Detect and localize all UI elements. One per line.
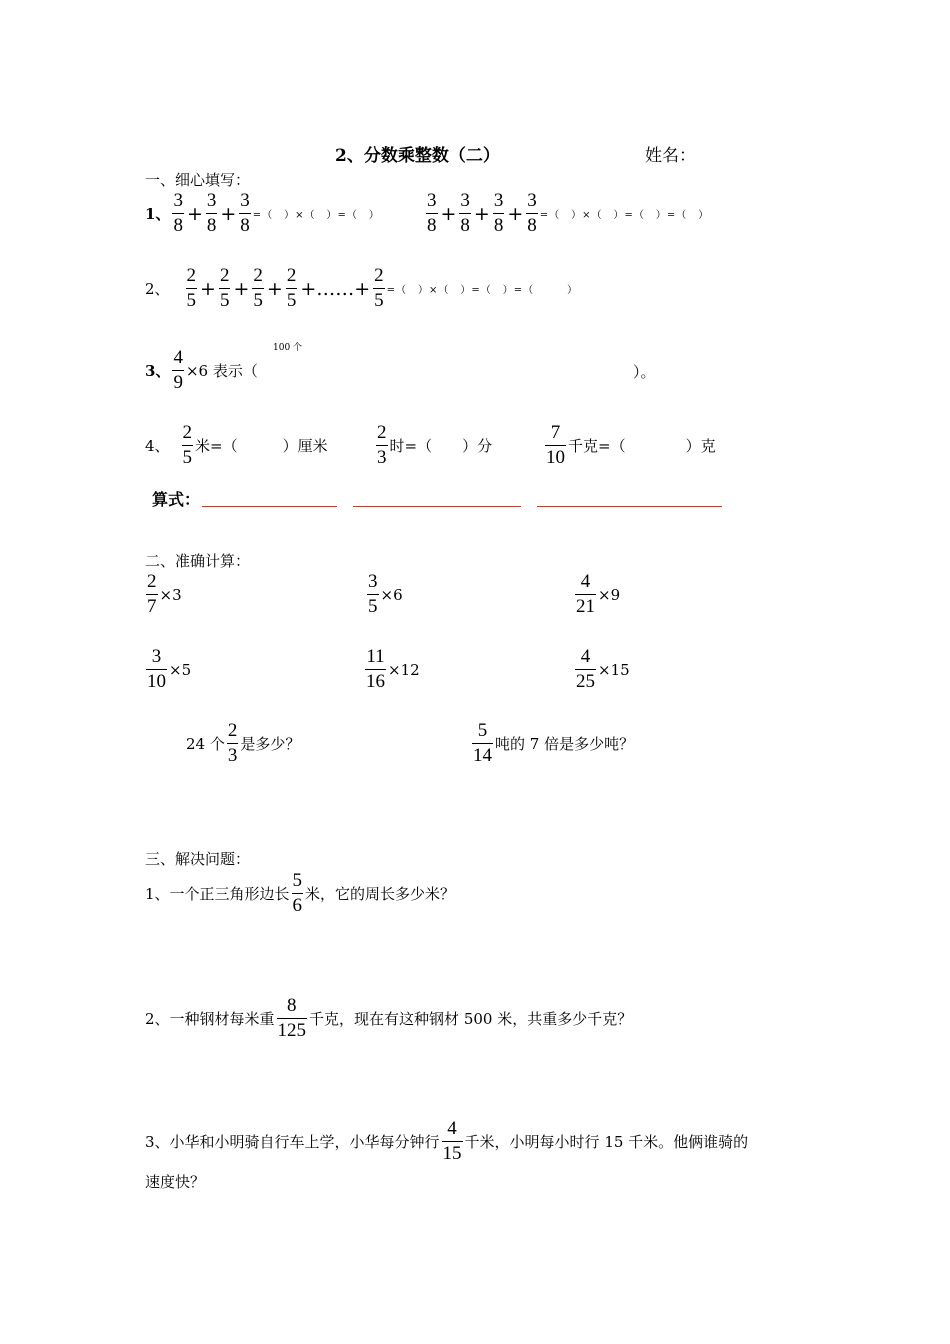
worksheet-title: 2、分数乘整数（二） <box>335 146 500 166</box>
fraction: $\frac{3}{5}$ <box>368 571 378 617</box>
word-problem-2 <box>470 721 634 766</box>
q3-expression: ×6 表示（ <box>185 362 258 380</box>
question-4-b <box>374 423 492 468</box>
multiplier: ×15 <box>598 660 630 679</box>
plus-sign: + <box>220 202 237 225</box>
plus-sign: + <box>233 277 250 300</box>
fraction: $\frac{3}{8}$ <box>527 190 537 236</box>
problem-3 <box>145 1119 748 1164</box>
fraction: $\frac{2}{5}$ <box>186 265 197 311</box>
fraction: $\frac{7}{10}$ <box>546 422 565 468</box>
w1-suffix: 是多少？ <box>240 735 301 753</box>
fraction: $\frac{3}{8}$ <box>427 190 437 236</box>
ellipsis-sum: +……+ <box>300 277 371 300</box>
fraction: $\frac{2}{5}$ <box>253 265 263 311</box>
p3-line-2: 速度快？ <box>145 1173 206 1191</box>
name-label: 姓名： <box>645 146 696 166</box>
fraction: $\frac{5}{14}$ <box>473 720 492 766</box>
word-problem-1 <box>186 721 300 766</box>
p2-prefix: 2、一种钢材每米重 <box>145 1010 275 1028</box>
q2-number: 2、 <box>145 280 170 298</box>
p2-suffix: 千克，现在有这种钢材 500 米，共重多少千克？ <box>309 1010 633 1028</box>
answer-line <box>537 506 722 507</box>
q3-close: ）。 <box>633 363 656 381</box>
fraction: $\frac{4}{9}$ <box>173 347 183 393</box>
plus-sign: + <box>440 202 457 225</box>
calc-item <box>573 572 620 617</box>
section-2-heading: 二、准确计算： <box>145 552 251 570</box>
p3-suffix: 千米，小明每小时行 15 千米。他俩谁骑的 <box>464 1133 749 1151</box>
fraction: $\frac{2}{5}$ <box>374 265 384 311</box>
q1-blanks-2: =（ ）×（ ）=（ ）=（ ） <box>539 210 710 221</box>
fraction: $\frac{8}{125}$ <box>277 995 307 1041</box>
calc-item <box>144 572 182 617</box>
fraction: $\frac{2}{5}$ <box>182 422 193 468</box>
p1-prefix: 1、一个正三角形边长 <box>145 885 290 903</box>
q2-blanks: =（ ）×（ ）=（ ）=（ ） <box>386 285 579 296</box>
question-4 <box>145 423 328 468</box>
fraction: $\frac{11}{16}$ <box>366 646 385 692</box>
q4-hours-to-minutes: 时=（ ）分 <box>389 437 493 455</box>
fraction: $\frac{2}{3}$ <box>227 720 238 766</box>
question-3 <box>145 348 258 393</box>
multiplier: ×5 <box>169 660 192 679</box>
fraction: $\frac{2}{7}$ <box>147 571 157 617</box>
multiplier: ×12 <box>388 660 420 679</box>
multiplier: ×9 <box>598 585 621 604</box>
q3-number: 3、 <box>145 362 171 380</box>
section-1-heading: 一、细心填写： <box>145 171 251 189</box>
fraction: $\frac{2}{5}$ <box>219 265 230 311</box>
fraction: $\frac{5}{6}$ <box>292 870 303 916</box>
problem-2 <box>145 996 632 1041</box>
question-1-part-2 <box>424 191 709 236</box>
q4-meters-to-cm: 米=（ ）厘米 <box>195 437 328 455</box>
q4-kg-to-g: 千克=（ ）克 <box>568 437 716 455</box>
q2-count-note: 100 个 <box>273 343 303 353</box>
plus-sign: + <box>266 277 283 300</box>
fraction: $\frac{2}{3}$ <box>377 422 387 468</box>
p3-prefix: 3、小华和小明骑自行车上学，小华每分钟行 <box>145 1133 440 1151</box>
w2-suffix: 吨的 7 倍是多少吨？ <box>495 735 635 753</box>
multiplier: ×6 <box>380 585 403 604</box>
section-3-heading: 三、解决问题： <box>145 850 251 868</box>
calc-item <box>144 647 191 692</box>
question-2 <box>145 266 578 311</box>
fraction: $\frac{4}{25}$ <box>576 646 595 692</box>
fraction: $\frac{4}{21}$ <box>576 571 595 617</box>
plus-sign: + <box>473 202 490 225</box>
fraction: $\frac{3}{8}$ <box>206 190 217 236</box>
calc-item <box>573 647 630 692</box>
question-4-c <box>543 423 716 468</box>
calc-item <box>363 647 420 692</box>
q1-blanks-1: =（ ）×（ ）=（ ） <box>252 210 380 221</box>
problem-1 <box>145 871 455 916</box>
answer-line <box>202 506 337 507</box>
fraction: $\frac{3}{8}$ <box>460 190 470 236</box>
q1-number: 1、 <box>145 205 171 223</box>
plus-sign: + <box>200 277 216 300</box>
fraction: $\frac{3}{8}$ <box>493 190 504 236</box>
fraction: $\frac{4}{15}$ <box>442 1118 462 1164</box>
formula-label: 算式： <box>152 490 201 509</box>
fraction: $\frac{2}{5}$ <box>286 265 297 311</box>
multiplier: ×3 <box>159 585 182 604</box>
p1-suffix: 米，它的周长多少米？ <box>305 885 456 903</box>
q4-number: 4、 <box>145 437 170 455</box>
plus-sign: + <box>186 202 203 225</box>
calc-item <box>365 572 403 617</box>
fraction: $\frac{3}{10}$ <box>147 646 166 692</box>
answer-line <box>353 506 521 507</box>
plus-sign: + <box>507 202 524 225</box>
question-1 <box>145 191 380 236</box>
fraction: $\frac{3}{8}$ <box>240 190 250 236</box>
w1-prefix: 24 个 <box>186 735 225 753</box>
fraction: $\frac{3}{8}$ <box>173 190 183 236</box>
